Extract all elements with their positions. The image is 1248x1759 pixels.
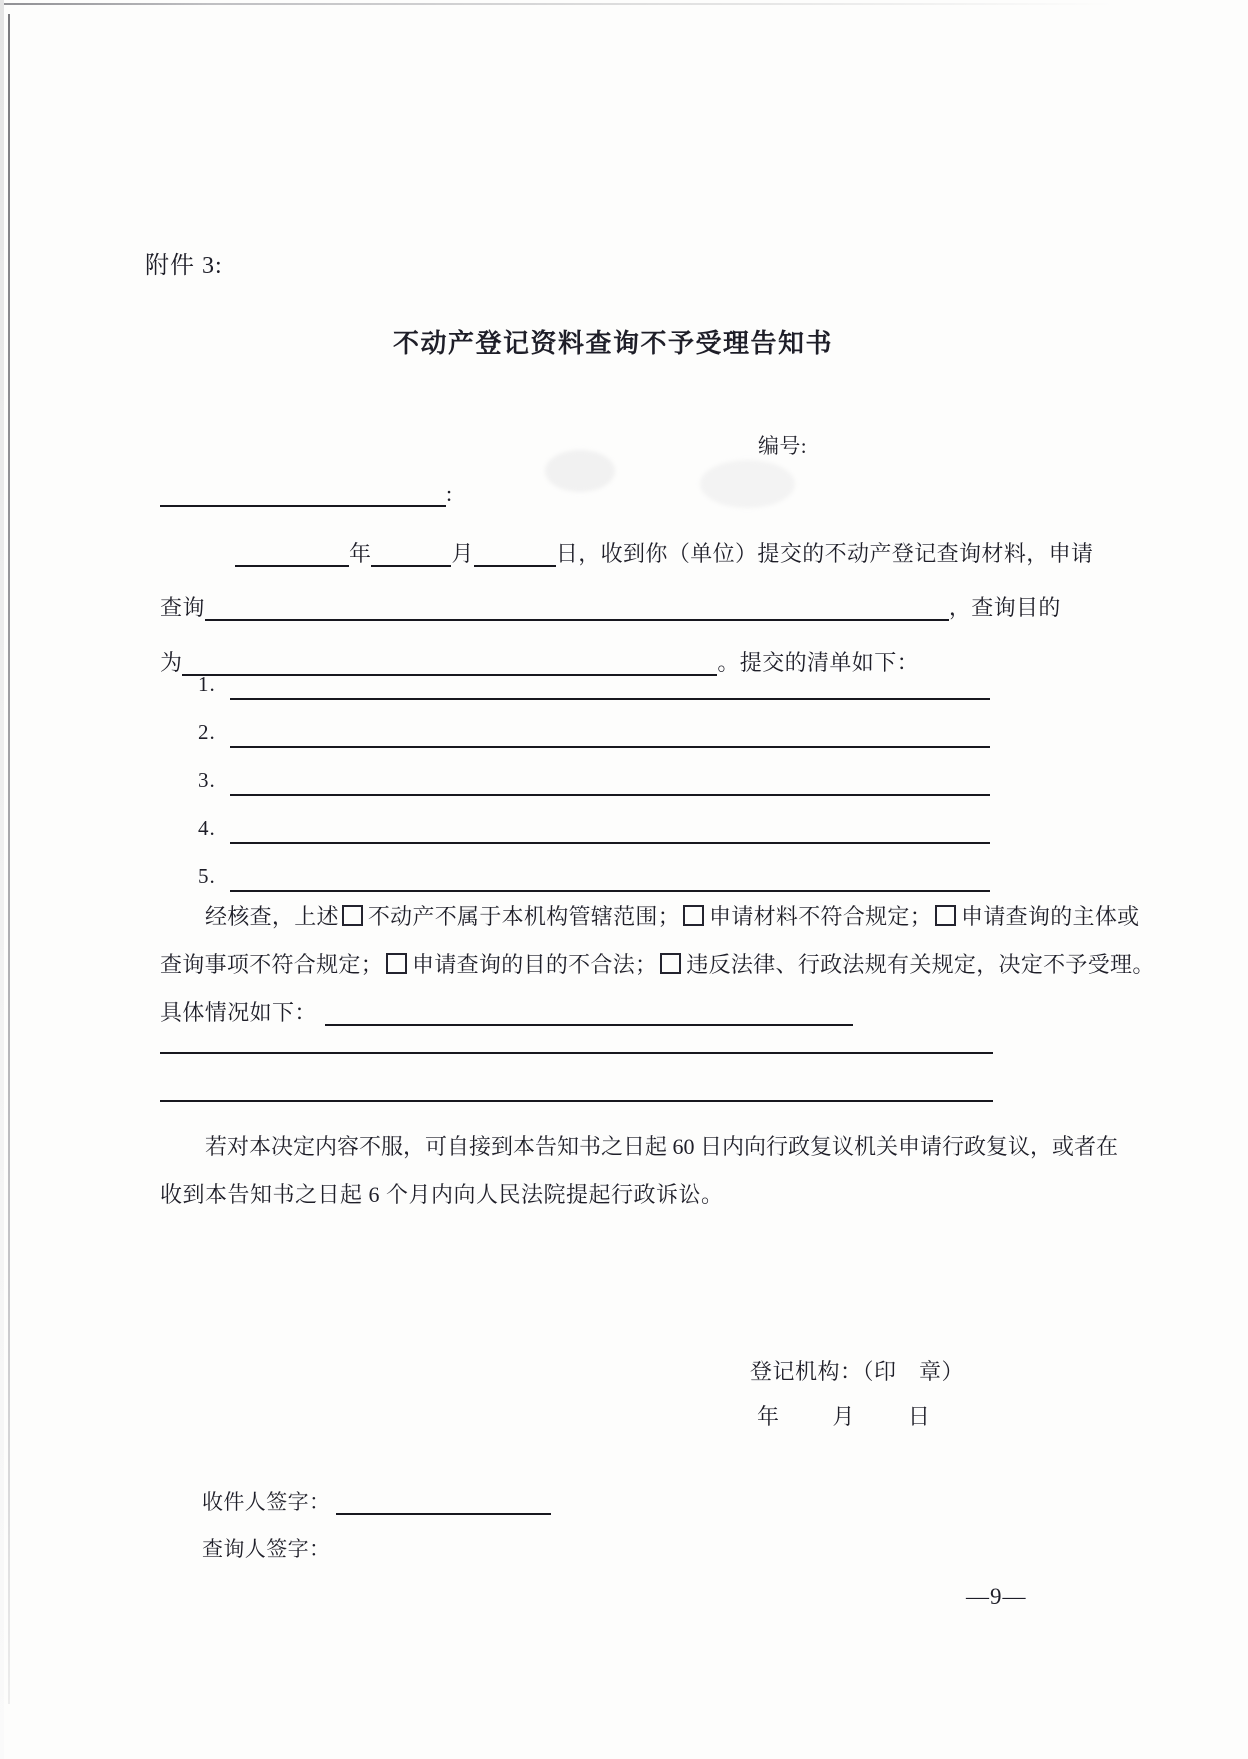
intro-line-1 — [235, 538, 1093, 570]
list-item-3 — [198, 764, 990, 796]
serial-number-label: 编号: — [758, 434, 808, 458]
recipient-signature-label: 收件人签字： — [202, 1490, 331, 1514]
list-item-4 — [198, 812, 990, 844]
date-year-label: 年 — [757, 1404, 780, 1429]
appeal-line-2: 收到本告知书之日起 6 个月内向人民法院提起行政诉讼。 — [160, 1182, 724, 1207]
review-text: 不动产不属于本机构管辖范围； — [367, 904, 681, 929]
month-label: 月 — [451, 541, 474, 566]
submitted-list-heading: 。提交的清单如下： — [717, 650, 920, 675]
list-blank-field — [230, 794, 990, 796]
list-number: 1. — [198, 672, 216, 696]
list-number: 5. — [198, 864, 216, 888]
list-item-5 — [198, 860, 990, 892]
list-item-2 — [198, 716, 990, 748]
list-blank-field — [230, 842, 990, 844]
list-blank-field — [230, 698, 990, 700]
recipient-signature-blank-field — [336, 1492, 551, 1515]
inquiry-purpose-text: ，查询目的 — [948, 595, 1061, 620]
scan-left-strip-artifact — [0, 0, 4, 1759]
appeal-line-1: 若对本决定内容不服，可自接到本告知书之日起 60 日内向行政复议机关申请行政复议，或者在 — [205, 1134, 1119, 1159]
review-text: 经核查，上述 — [205, 904, 339, 929]
list-number: 4. — [198, 816, 216, 840]
date-month-label: 月 — [832, 1404, 855, 1429]
review-line-1 — [205, 901, 1139, 933]
list-number: 2. — [198, 720, 216, 744]
details-label: 具体情况如下： — [160, 1000, 317, 1025]
recipient-signature-line — [202, 1486, 551, 1518]
checkbox-subject-noncompliant-icon — [935, 905, 956, 926]
inquiry-prefix: 查询 — [160, 595, 205, 620]
checkbox-violates-law-icon — [660, 953, 681, 974]
checkbox-purpose-illegal-icon — [386, 953, 407, 974]
attachment-label: 附件 3: — [145, 253, 223, 279]
checkbox-not-in-jurisdiction-icon — [342, 905, 363, 926]
year-label: 年 — [349, 541, 372, 566]
month-blank-field — [371, 543, 451, 567]
checkbox-materials-noncompliant-icon — [683, 905, 704, 926]
review-text: 申请查询的目的不合法； — [412, 952, 658, 977]
registration-agency-seal-label: 登记机构：（印 章） — [750, 1359, 965, 1384]
inquirer-signature-label: 查询人签字： — [202, 1537, 331, 1561]
scan-smudge — [700, 460, 795, 508]
agency-date-line — [757, 1401, 930, 1433]
scan-left-edge-artifact — [8, 14, 10, 1704]
review-text: 申请查询的主体或 — [961, 904, 1140, 929]
details-blank-line-1 — [160, 1024, 993, 1054]
review-line-2 — [160, 949, 1155, 981]
intro-after-date-text: ，收到你（单位）提交的不动产登记查询材料，申请 — [578, 541, 1094, 566]
list-blank-field — [230, 890, 990, 892]
scan-top-edge-artifact — [0, 3, 1160, 5]
list-number: 3. — [198, 768, 216, 792]
year-blank-field — [235, 543, 349, 567]
addressee-blank-field — [160, 483, 446, 507]
review-text: 查询事项不符合规定； — [160, 952, 384, 977]
document-title: 不动产登记资料查询不予受理告知书 — [393, 328, 834, 358]
details-blank-line-2 — [160, 1072, 993, 1102]
addressee-colon: : — [446, 481, 453, 506]
purpose-prefix: 为 — [160, 650, 183, 675]
review-text: 申请材料不符合规定； — [709, 904, 933, 929]
inquirer-signature-line — [202, 1533, 330, 1565]
day-label: 日 — [555, 541, 579, 566]
day-blank-field — [474, 543, 556, 567]
review-text: 违反法律、行政法规有关规定，决定不予受理。 — [686, 952, 1155, 977]
addressee-line — [160, 478, 453, 510]
date-day-label: 日 — [907, 1404, 931, 1429]
list-item-1 — [198, 668, 990, 700]
intro-line-2 — [160, 592, 1061, 624]
list-blank-field — [230, 746, 990, 748]
inquiry-subject-blank-field — [205, 597, 949, 621]
scan-smudge — [545, 450, 615, 492]
details-blank-field — [325, 1002, 853, 1026]
page-number: —9— — [966, 1584, 1027, 1609]
